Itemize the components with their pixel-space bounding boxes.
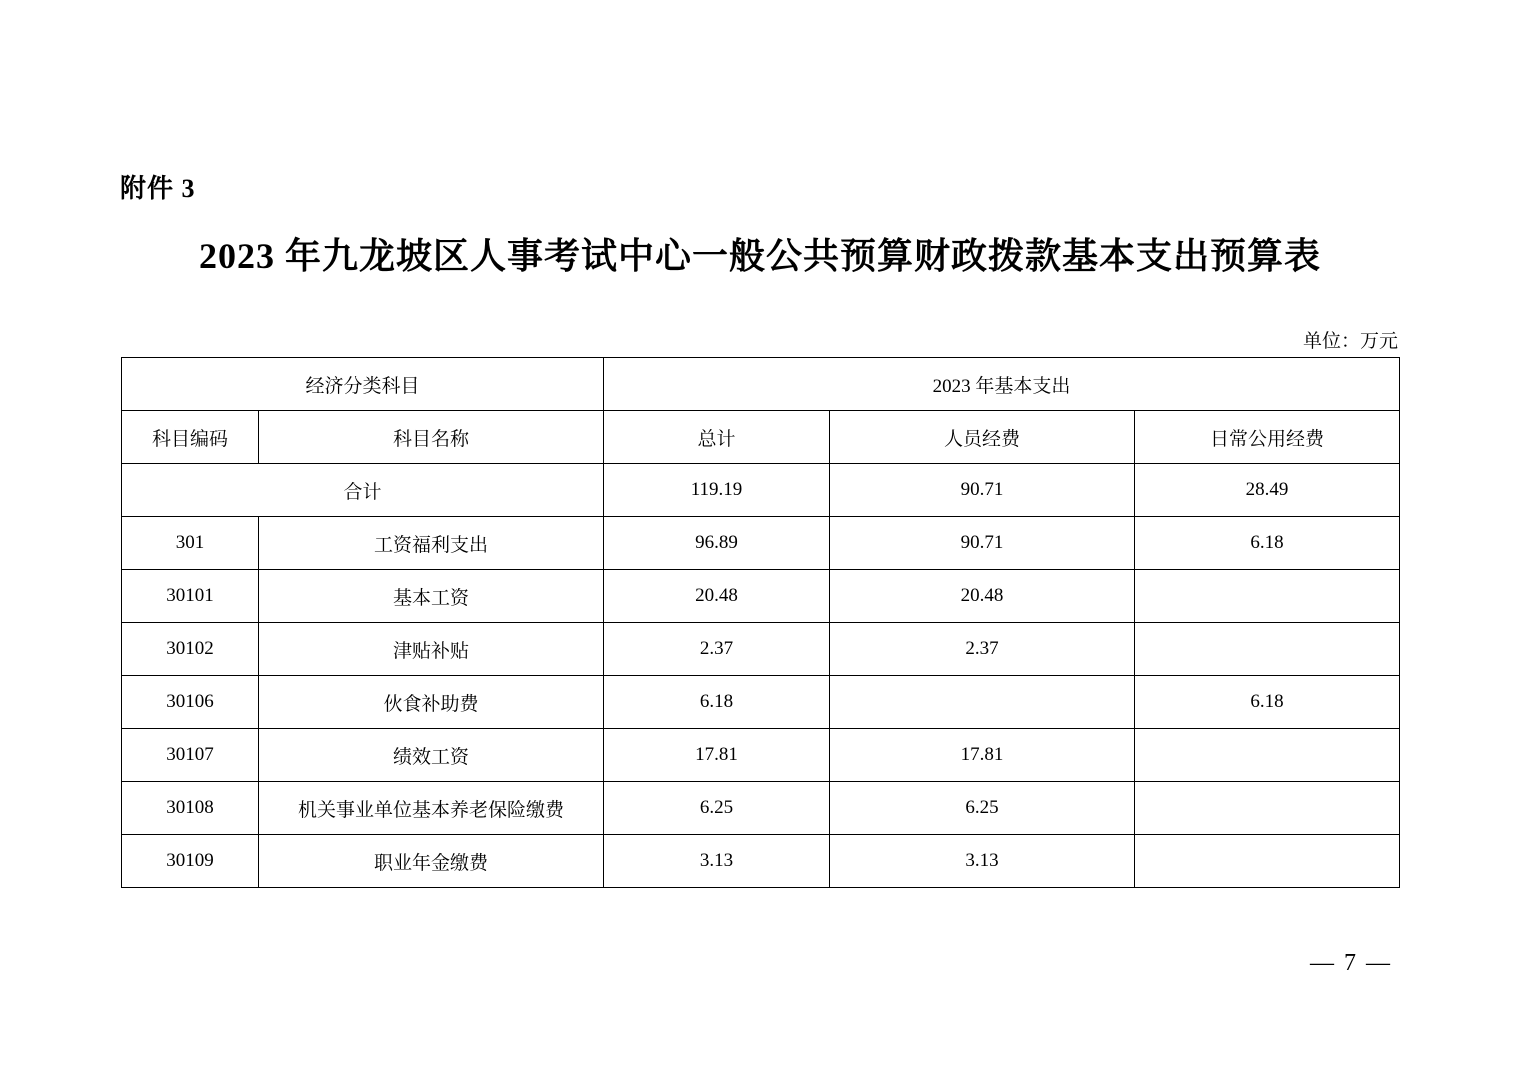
row-daily bbox=[1135, 782, 1400, 835]
row-code: 30107 bbox=[122, 729, 259, 782]
row-daily bbox=[1135, 570, 1400, 623]
total-row-personnel: 90.71 bbox=[830, 464, 1135, 517]
table-row bbox=[122, 517, 1400, 570]
total-row-total: 119.19 bbox=[604, 464, 830, 517]
row-code: 301 bbox=[122, 517, 259, 570]
row-total: 6.18 bbox=[604, 676, 830, 729]
table-row bbox=[122, 782, 1400, 835]
column-header-name: 科目名称 bbox=[259, 411, 604, 464]
row-name: 绩效工资 bbox=[259, 729, 604, 782]
row-name: 基本工资 bbox=[259, 570, 604, 623]
row-personnel: 20.48 bbox=[830, 570, 1135, 623]
page-number: — 7 — bbox=[1310, 950, 1392, 976]
row-name: 伙食补助费 bbox=[259, 676, 604, 729]
table-row bbox=[122, 835, 1400, 888]
row-name: 职业年金缴费 bbox=[259, 835, 604, 888]
row-code: 30109 bbox=[122, 835, 259, 888]
row-personnel: 6.25 bbox=[830, 782, 1135, 835]
row-personnel bbox=[830, 676, 1135, 729]
total-row-label: 合计 bbox=[122, 464, 604, 517]
row-personnel: 3.13 bbox=[830, 835, 1135, 888]
table-row-total bbox=[122, 464, 1400, 517]
row-name: 津贴补贴 bbox=[259, 623, 604, 676]
row-personnel: 2.37 bbox=[830, 623, 1135, 676]
row-daily bbox=[1135, 729, 1400, 782]
table-row bbox=[122, 729, 1400, 782]
row-total: 2.37 bbox=[604, 623, 830, 676]
row-personnel: 17.81 bbox=[830, 729, 1135, 782]
row-daily: 6.18 bbox=[1135, 676, 1400, 729]
total-row-daily: 28.49 bbox=[1135, 464, 1400, 517]
group-header-economic-classification: 经济分类科目 bbox=[122, 358, 604, 411]
table-column-header-row bbox=[122, 411, 1400, 464]
row-code: 30101 bbox=[122, 570, 259, 623]
column-header-personnel: 人员经费 bbox=[830, 411, 1135, 464]
row-daily bbox=[1135, 835, 1400, 888]
table-row bbox=[122, 570, 1400, 623]
column-header-code: 科目编码 bbox=[122, 411, 259, 464]
table-row bbox=[122, 623, 1400, 676]
column-header-total: 总计 bbox=[604, 411, 830, 464]
row-total: 96.89 bbox=[604, 517, 830, 570]
row-total: 20.48 bbox=[604, 570, 830, 623]
row-code: 30108 bbox=[122, 782, 259, 835]
attachment-label: 附件 3 bbox=[120, 174, 196, 203]
row-total: 6.25 bbox=[604, 782, 830, 835]
page-title: 2023 年九龙坡区人事考试中心一般公共预算财政拨款基本支出预算表 bbox=[198, 236, 1321, 276]
table-row bbox=[122, 676, 1400, 729]
row-total: 17.81 bbox=[604, 729, 830, 782]
row-code: 30106 bbox=[122, 676, 259, 729]
row-name: 工资福利支出 bbox=[259, 517, 604, 570]
row-total: 3.13 bbox=[604, 835, 830, 888]
budget-table bbox=[121, 357, 1400, 888]
row-daily: 6.18 bbox=[1135, 517, 1400, 570]
group-header-basic-expenditure: 2023 年基本支出 bbox=[604, 358, 1400, 411]
unit-note: 单位：万元 bbox=[1302, 331, 1398, 352]
row-personnel: 90.71 bbox=[830, 517, 1135, 570]
column-header-daily: 日常公用经费 bbox=[1135, 411, 1400, 464]
row-daily bbox=[1135, 623, 1400, 676]
table-group-header-row bbox=[122, 358, 1400, 411]
row-code: 30102 bbox=[122, 623, 259, 676]
row-name: 机关事业单位基本养老保险缴费 bbox=[259, 782, 604, 835]
